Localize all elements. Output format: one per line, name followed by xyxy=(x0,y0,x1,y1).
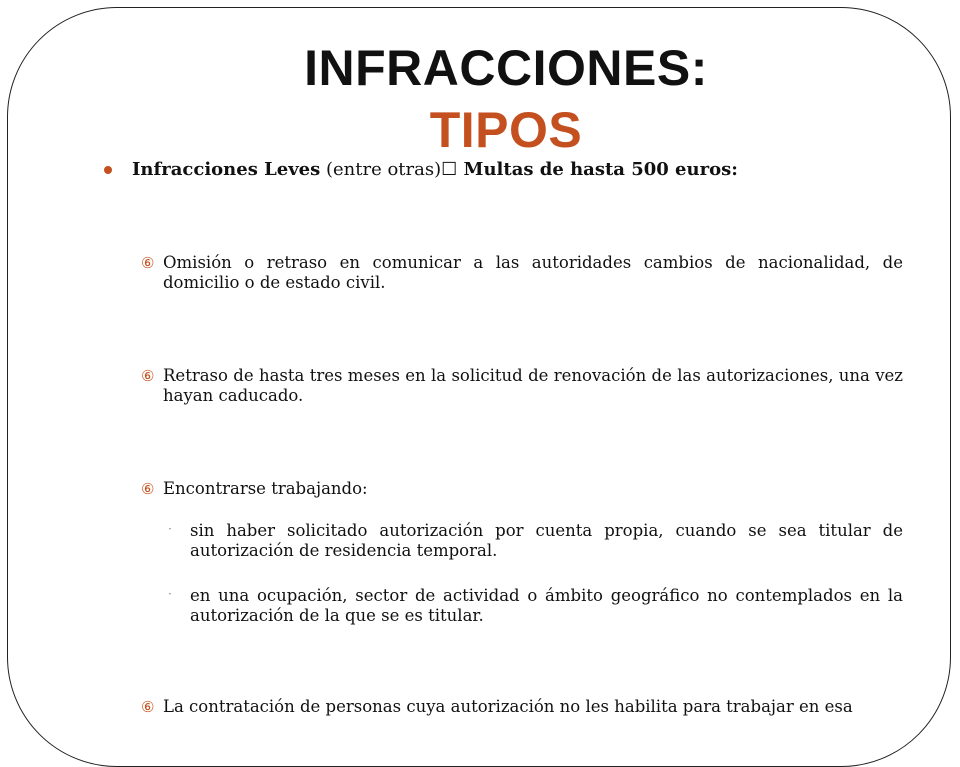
main-bullet-bold-start: Infracciones Leves xyxy=(132,159,321,180)
circled-number-icon: ⑥ xyxy=(141,254,155,272)
bullet-dot-icon xyxy=(104,166,112,174)
list-item-text: Omisión o retraso en comunicar a las autoridades cambios de nacionalidad, de domicilio o de estado civil. xyxy=(163,253,903,292)
circled-number-icon: ⑥ xyxy=(141,367,155,385)
slide-subtitle: TIPOS xyxy=(429,102,583,158)
list-item-text: Retraso de hasta tres meses en la solicitud de renovación de las autorizaciones, una vez hayan caducado. xyxy=(163,366,903,405)
sub-list-item-text: sin haber solicitado autorización por cuenta propia, cuando se sea titular de autorización de residencia temporal. xyxy=(190,521,903,560)
list-item-text: Encontrarse trabajando: xyxy=(163,479,368,498)
sub-list-item xyxy=(168,521,903,561)
sub-bullet-icon: · xyxy=(168,587,172,601)
main-bullet-bold-end: Multas de hasta 500 euros: xyxy=(457,159,738,180)
list-item xyxy=(141,366,903,406)
sub-bullet-icon: · xyxy=(168,522,172,536)
arrow-icon: ☐ xyxy=(441,159,458,180)
main-bullet-normal: (entre otras) xyxy=(320,159,442,180)
circled-number-icon: ⑥ xyxy=(141,480,155,498)
circled-number-icon: ⑥ xyxy=(141,698,155,716)
list-item xyxy=(141,479,903,499)
sub-list-item xyxy=(168,586,903,626)
list-item xyxy=(141,253,903,293)
sub-list-item-text: en una ocupación, sector de actividad o ámbito geográfico no contemplados en la autorización de la que se es titular. xyxy=(190,586,903,625)
list-item-text: La contratación de personas cuya autorización no les habilita para trabajar en esa xyxy=(163,697,853,716)
list-item xyxy=(141,697,903,717)
main-bullet-text xyxy=(132,156,738,184)
slide-title: INFRACCIONES: xyxy=(304,40,708,96)
